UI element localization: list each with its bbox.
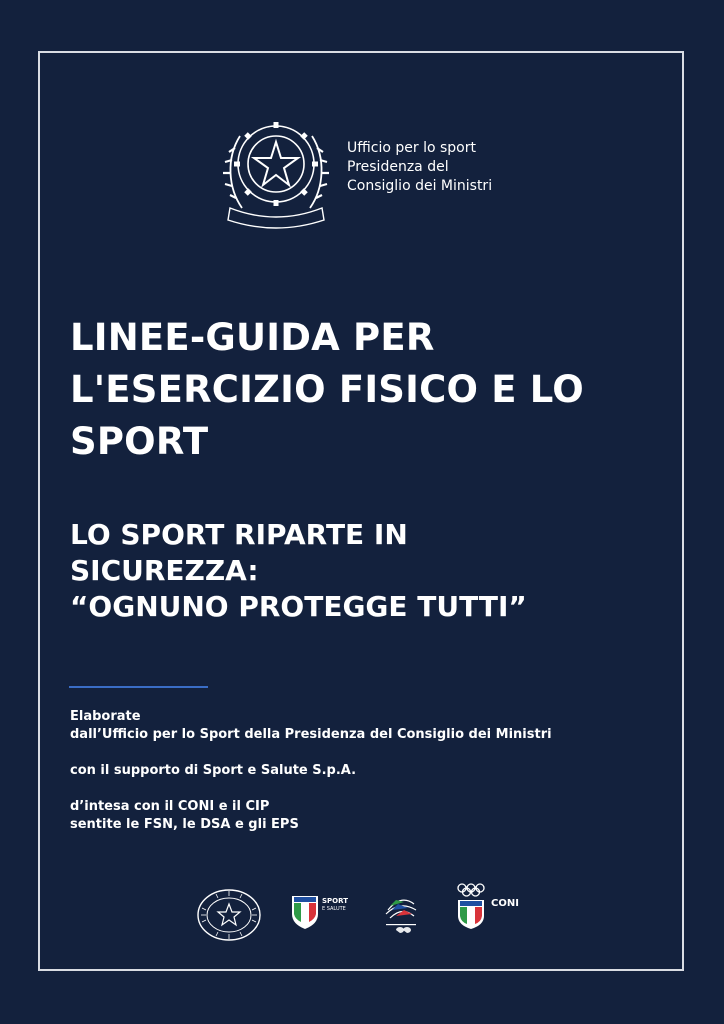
sport-e-salute-label (322, 897, 348, 913)
credits-line-2: dall’Ufficio per lo Sport della Presidenza del Consiglio dei Ministri (70, 727, 552, 742)
credits-line-4: d’intesa con il CONI e il CIP (70, 799, 270, 814)
document-subtitle (70, 517, 670, 625)
subtitle-line-1: LO SPORT RIPARTE IN (70, 518, 408, 551)
subtitle-line-2: SICUREZZA: (70, 554, 259, 587)
office-name (347, 139, 492, 196)
sport-e-salute-shield-icon (290, 894, 320, 930)
sport-e-salute-line-2: E SALUTE (322, 906, 346, 912)
coni-olympic-rings-icon (455, 882, 489, 930)
palazzo-chigi-seal-icon (196, 888, 262, 942)
office-line-2: Presidenza del (347, 159, 449, 175)
title-line-1: LINEE-GUIDA PER (70, 316, 435, 359)
title-line-2: L'ESERCIZIO FISICO E LO (70, 368, 584, 411)
coni-label: CONI (491, 898, 519, 909)
title-line-3: SPORT (70, 420, 209, 463)
partner-logos (0, 876, 724, 946)
document-title (70, 312, 670, 468)
credits-line-1: Elaborate (70, 709, 141, 724)
office-line-3: Consiglio dei Ministri (347, 178, 493, 194)
office-line-1: Ufficio per lo sport (347, 140, 476, 156)
emblem-of-italy-icon (220, 108, 332, 232)
credits-line-3: con il supporto di Sport e Salute S.p.A. (70, 763, 357, 778)
credits-block (70, 708, 670, 834)
comitato-italiano-paralimpico-icon (378, 888, 424, 936)
accent-divider (69, 686, 208, 688)
credits-line-5: sentite le FSN, le DSA e gli EPS (70, 817, 299, 832)
sport-e-salute-line-1: SPORT (322, 897, 348, 905)
subtitle-line-3: “OGNUNO PROTEGGE TUTTI” (70, 590, 527, 623)
